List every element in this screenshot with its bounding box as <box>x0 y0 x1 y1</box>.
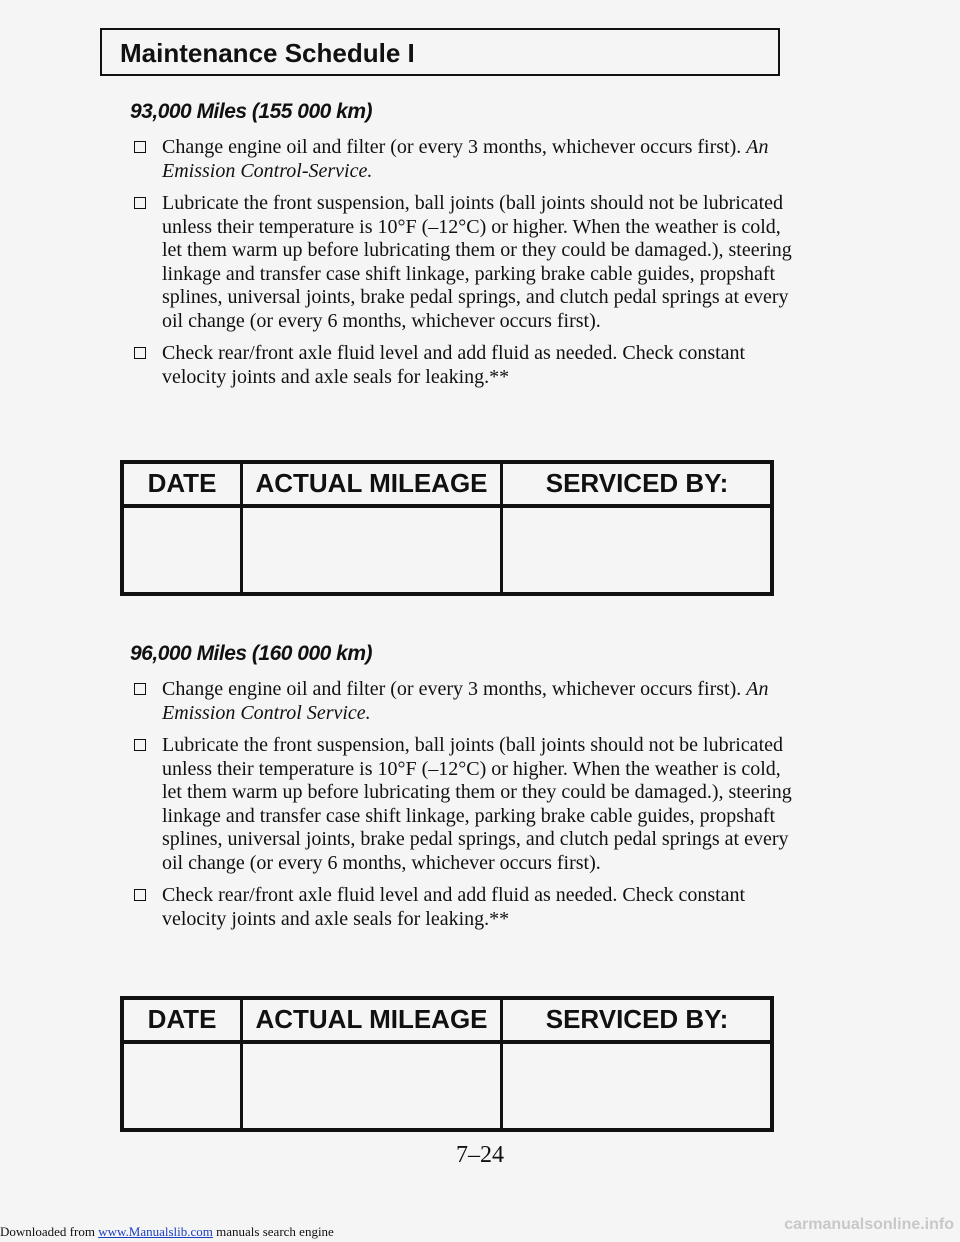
page-header <box>100 28 780 76</box>
checkbox-icon[interactable] <box>134 739 146 751</box>
mileage-cell[interactable] <box>247 512 497 592</box>
checklist-item <box>100 342 800 389</box>
checkbox-icon[interactable] <box>134 347 146 359</box>
header-serviced-by: SERVICED BY: <box>545 468 729 498</box>
checkbox-icon[interactable] <box>134 889 146 901</box>
page-number: 7–24 <box>456 1142 504 1168</box>
item-text: Check rear/front axle fluid level and add fluid as needed. Check constant velocity joints and axle seals for leaking.** <box>162 342 746 388</box>
section-96000 <box>100 642 800 940</box>
header-serviced-by: SERVICED BY: <box>545 1004 729 1034</box>
checklist-item <box>100 734 800 875</box>
section-heading: 93,000 Miles (155 000 km) <box>130 100 373 123</box>
header-date: DATE <box>147 1004 217 1034</box>
checklist-item <box>100 884 800 931</box>
item-text: Lubricate the front suspension, ball joints (ball joints should not be lubricated unless their temperature is 10°F (–12°C) or higher. When the weather is cold, let them warm up before lubricating them or they could be damaged.), steering linkage and transfer case shift linkage, parking brake cable guides, propshaft splines, universal joints, brake pedal springs, and clutch pedal springs at every oil change (or every 6 months, whichever occurs first). <box>162 734 792 874</box>
section-heading: 96,000 Miles (160 000 km) <box>130 642 373 665</box>
checkbox-icon[interactable] <box>134 683 146 695</box>
manualslib-link[interactable]: www.Manualslib.com <box>98 1224 213 1239</box>
date-cell[interactable] <box>128 1048 236 1128</box>
service-record-table <box>120 996 774 1132</box>
item-text: Lubricate the front suspension, ball joints (ball joints should not be lubricated unless their temperature is 10°F (–12°C) or higher. When the weather is cold, let them warm up before lubricating them or they could be damaged.), steering linkage and transfer case shift linkage, parking brake cable guides, propshaft splines, universal joints, brake pedal springs, and clutch pedal springs at every oil change (or every 6 months, whichever occurs first). <box>162 192 792 332</box>
checklist-item <box>100 678 800 725</box>
page-title: Maintenance Schedule I <box>120 38 415 68</box>
item-text: Change engine oil and filter (or every 3 months, whichever occurs first). <box>162 678 747 700</box>
watermark: carmanualsonline.info <box>784 1216 954 1233</box>
header-actual-mileage: ACTUAL MILEAGE <box>255 468 488 498</box>
section-93000 <box>100 100 800 398</box>
download-footer <box>0 1224 334 1240</box>
serviced-by-cell[interactable] <box>507 512 769 592</box>
checkbox-icon[interactable] <box>134 141 146 153</box>
footer-suffix: manuals search engine <box>212 1224 334 1239</box>
service-record-table <box>120 460 774 596</box>
date-cell[interactable] <box>128 512 236 592</box>
header-actual-mileage: ACTUAL MILEAGE <box>255 1004 488 1034</box>
item-text: Check rear/front axle fluid level and add fluid as needed. Check constant velocity joints and axle seals for leaking.** <box>162 884 746 930</box>
checkbox-icon[interactable] <box>134 197 146 209</box>
item-emphasis: An Emission Control-Service. <box>162 136 769 182</box>
serviced-by-cell[interactable] <box>507 1048 769 1128</box>
item-text: Change engine oil and filter (or every 3 months, whichever occurs first). <box>162 136 747 158</box>
item-emphasis: An Emission Control Service. <box>162 678 769 724</box>
footer-prefix: Downloaded from <box>0 1224 99 1239</box>
mileage-cell[interactable] <box>247 1048 497 1128</box>
checklist-item <box>100 136 800 183</box>
checklist-item <box>100 192 800 333</box>
header-date: DATE <box>147 468 217 498</box>
